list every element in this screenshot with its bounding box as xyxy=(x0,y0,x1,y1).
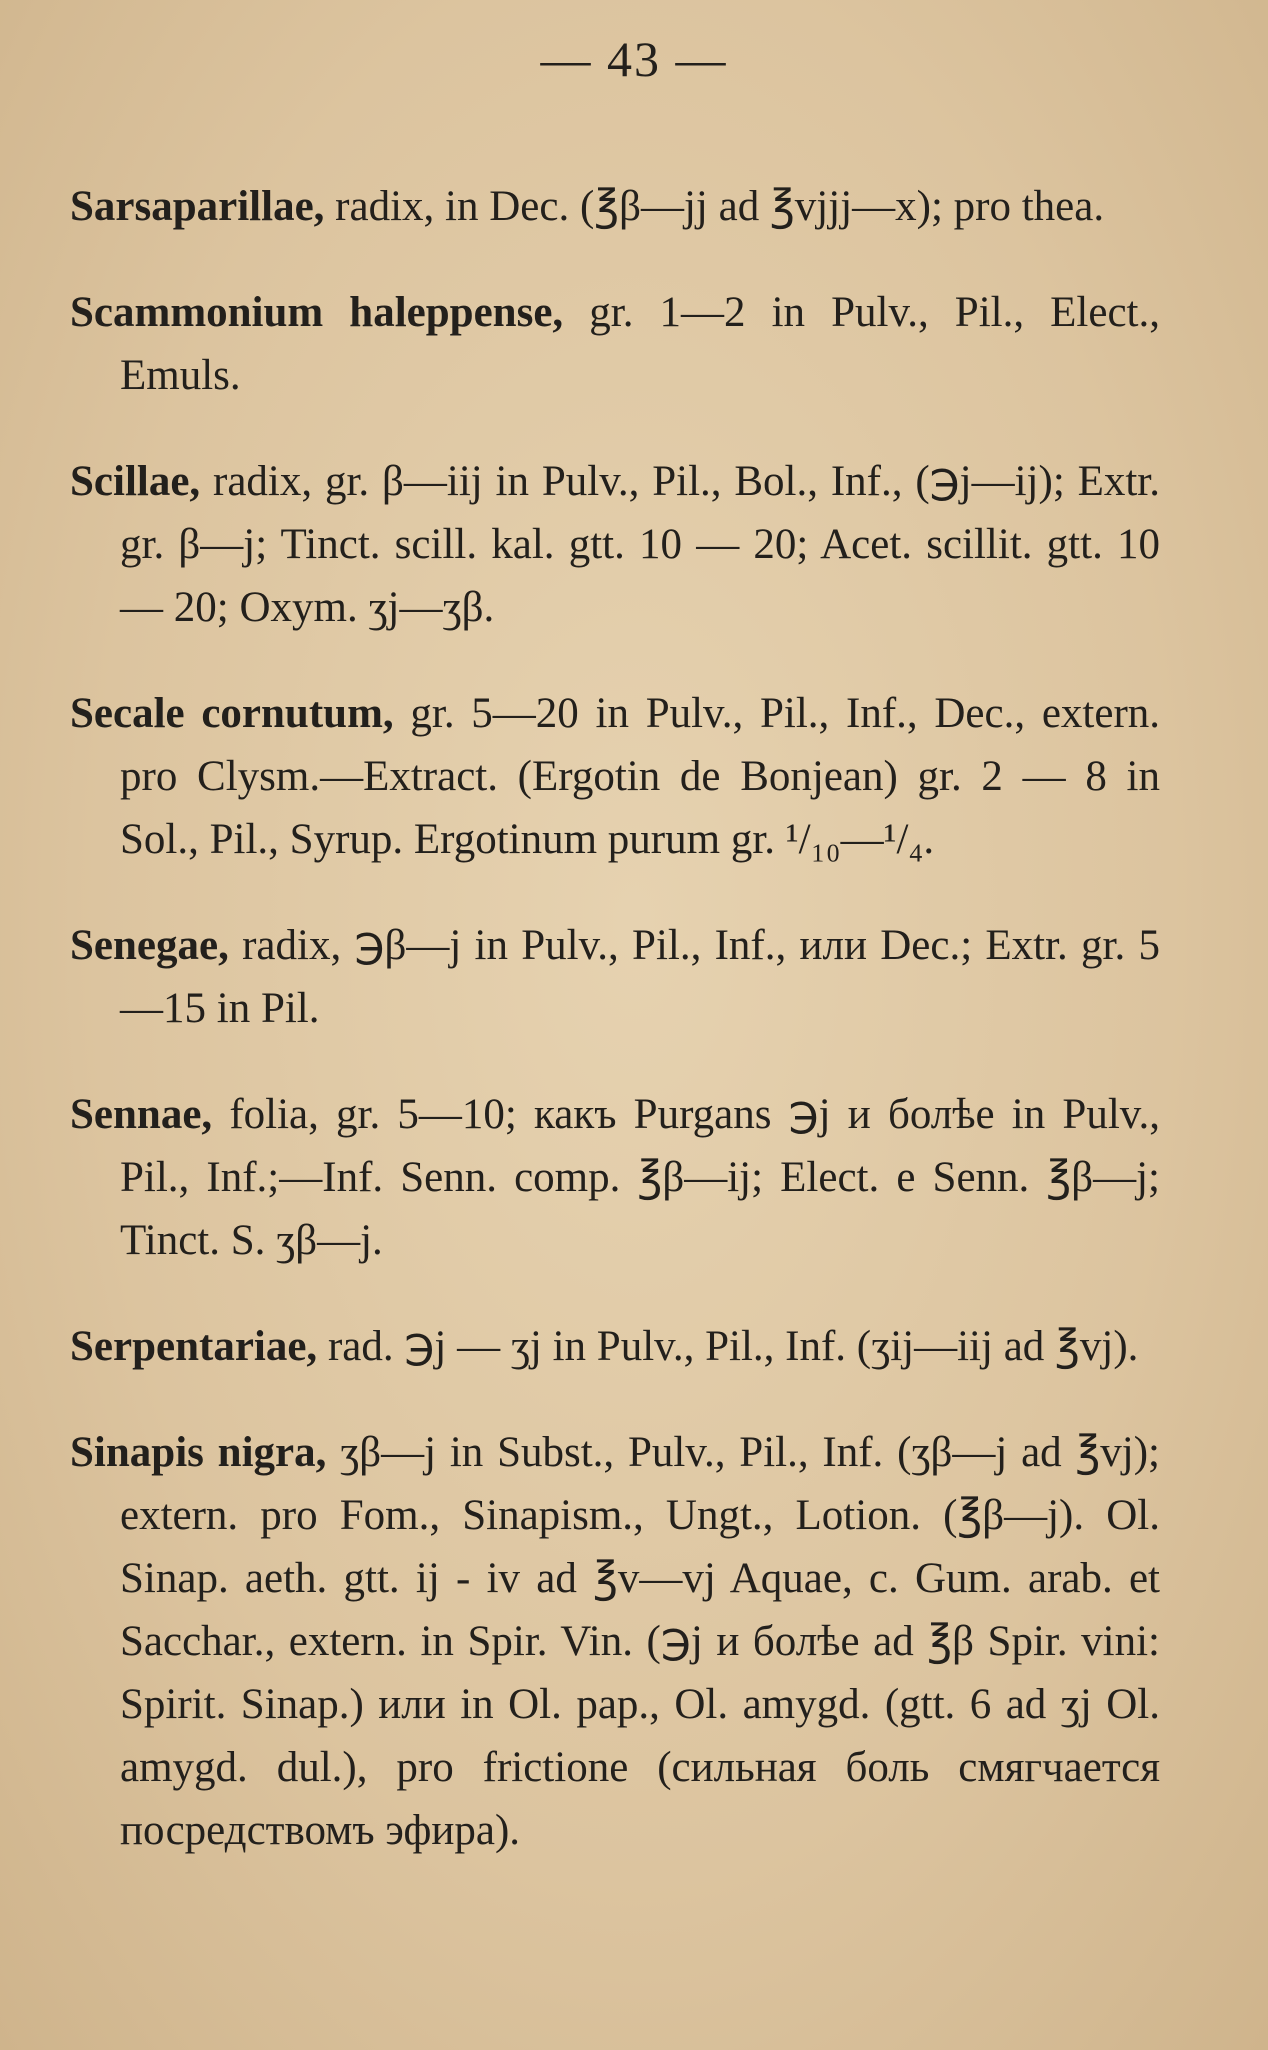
entry-headword: Serpentariae, xyxy=(70,1323,318,1370)
entry-sinapis-nigra xyxy=(70,1421,1160,1862)
entry-serpentariae xyxy=(70,1315,1160,1378)
entry-scammonium xyxy=(70,281,1160,407)
entry-text: folia, gr. 5—10; какъ Purgans ℈j и болѣе in Pulv., Pil., Inf.;—Inf. Senn. comp. ℥β—ij; Elect. e Senn. ℥β—j; Tinct. S. ʒβ—j. xyxy=(120,1091,1160,1264)
entry-text: gr. 5—20 in Pulv., Pil., Inf., Dec., extern. pro Clysm.—Extract. (Ergotin de Bonjean) gr. 2 — 8 in Sol., Pil., Syrup. Ergotinum purum gr. ¹/₁₀—¹/₄. xyxy=(120,690,1161,863)
entry-text: radix, in Dec. (℥β—jj ad ℥vjjj—x); pro thea. xyxy=(335,183,1105,230)
entry-senegae xyxy=(70,914,1160,1040)
entry-headword: Sinapis nigra, xyxy=(70,1429,327,1476)
entry-sennae xyxy=(70,1083,1160,1272)
entry-text: ʒβ—j in Subst., Pulv., Pil., Inf. (ʒβ—j ad ℥vj); extern. pro Fom., Sinapism., Ungt., Lotion. (℥β—j). Ol. Sinap. aeth. gtt. ij - iv ad ℥v—vj Aquae, c. Gum. arab. et Sacchar., extern. in Spir. Vin. (℈j и болѣе ad ℥β Spir. vini: Spirit. Sinap.) или in Ol. pap., Ol. amygd. (gtt. 6 ad ʒj Ol. amygd. dul.), pro frictione (сильная боль смягчается посредствомъ эфира). xyxy=(120,1429,1161,1854)
entry-headword: Senegae, xyxy=(70,922,229,969)
entry-scillae xyxy=(70,450,1160,639)
entry-list xyxy=(70,132,1160,1868)
page-number: — 43 — xyxy=(540,31,728,87)
entry-text: gr. 1—2 in Pulv., Pil., Elect., Emuls. xyxy=(120,289,1160,399)
entry-headword: Scillae, xyxy=(70,458,201,505)
entry-text: rad. ℈j — ʒj in Pulv., Pil., Inf. (ʒij—iij ad ℥vj). xyxy=(327,1323,1139,1370)
entry-text: radix, gr. β—iij in Pulv., Pil., Bol., Inf., (℈j—ij); Extr. gr. β—j; Tinct. scill. kal. gtt. 10 — 20; Acet. scillit. gtt. 10 — 20; Oxym. ʒj—ʒβ. xyxy=(120,458,1161,631)
entry-headword: Scammonium haleppense, xyxy=(70,289,564,336)
entry-text: radix, ℈β—j in Pulv., Pil., Inf., или Dec.; Extr. gr. 5—15 in Pil. xyxy=(120,922,1161,1032)
entry-headword: Secale cornutum, xyxy=(70,690,394,737)
entry-headword: Sarsaparillae, xyxy=(70,183,325,230)
entry-sarsaparillae xyxy=(70,175,1160,238)
entry-headword: Sennae, xyxy=(70,1091,213,1138)
entry-secale-cornutum xyxy=(70,682,1160,871)
